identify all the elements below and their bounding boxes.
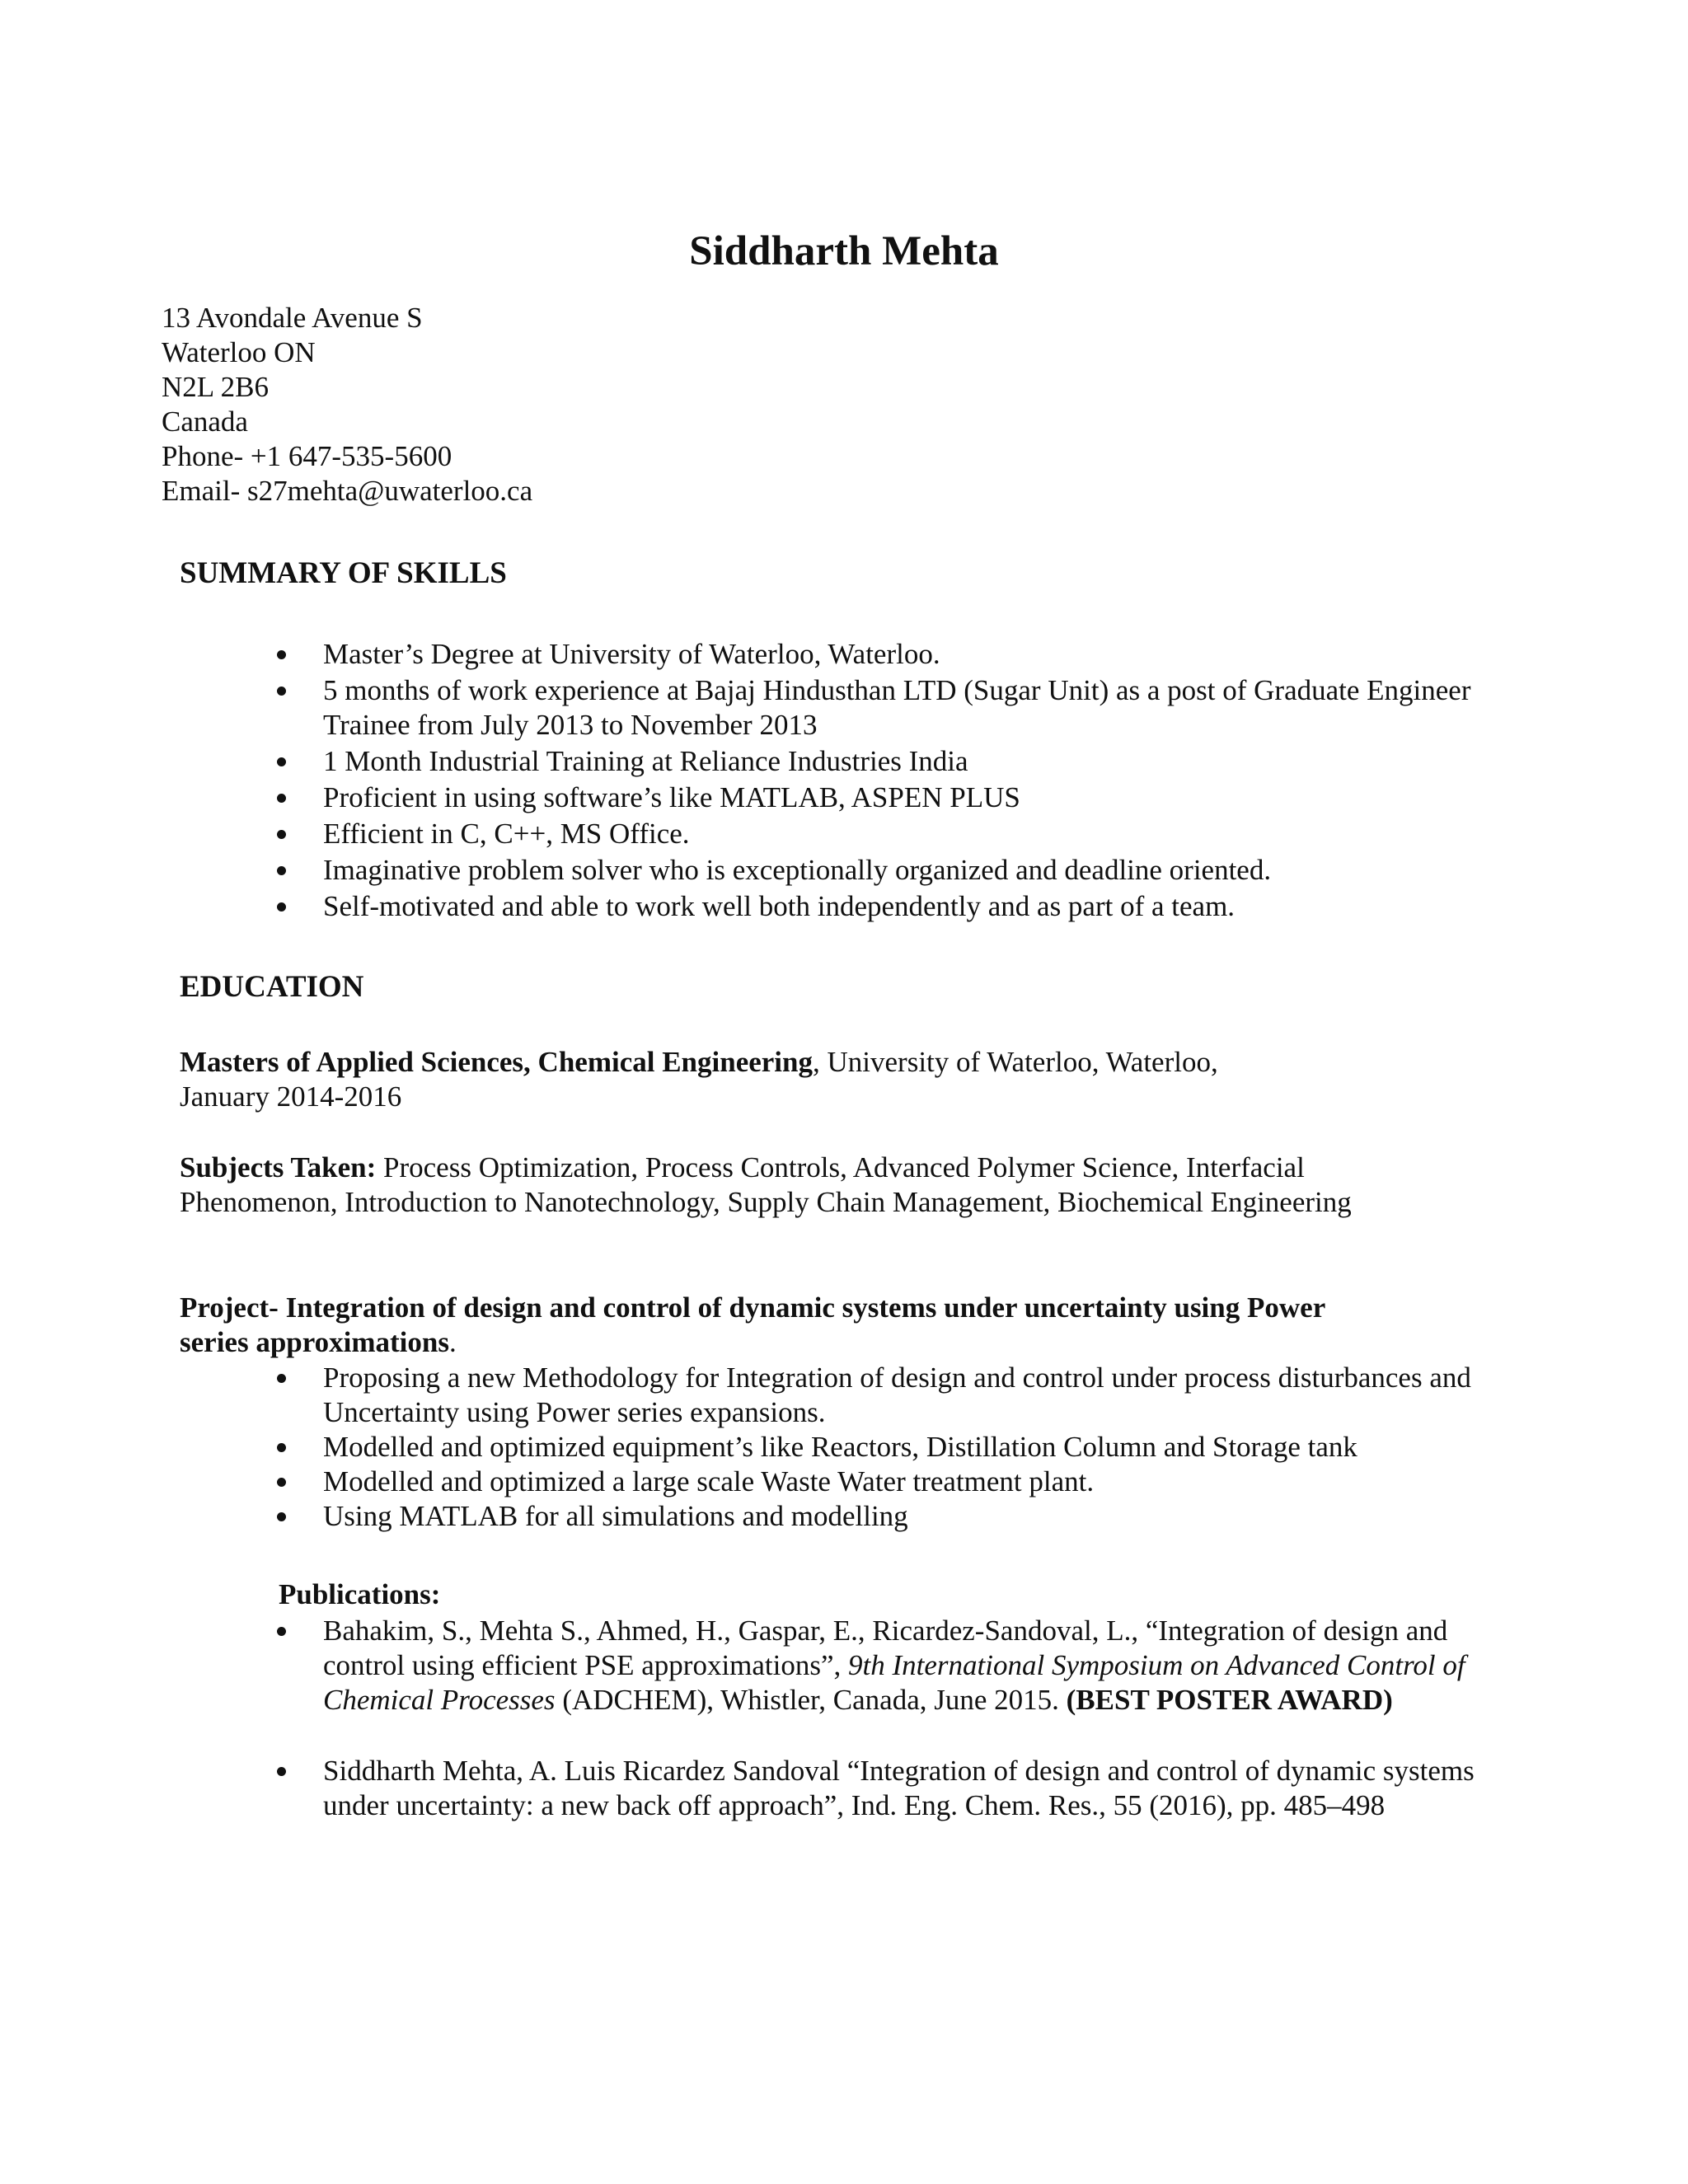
subjects-text: Process Optimization, Process Controls, Advanced Polymer Science, Interfacial Phenomenon, Introduction to Nanotechnology, Supply Chain Management, Biochemical Engineering bbox=[180, 1151, 1352, 1218]
education-heading: EDUCATION bbox=[180, 970, 364, 1004]
bullet-icon bbox=[277, 902, 286, 912]
subjects-paragraph bbox=[180, 1151, 1383, 1220]
bullet-icon bbox=[277, 866, 286, 875]
bullet-icon bbox=[277, 1512, 286, 1521]
degree-dates: January 2014-2016 bbox=[180, 1080, 402, 1113]
list-item bbox=[323, 1614, 1510, 1718]
bullet-icon bbox=[277, 650, 286, 659]
degree-title: Masters of Applied Sciences, Chemical Engineering bbox=[180, 1046, 814, 1078]
list-item: Efficient in C, C++, MS Office. bbox=[323, 817, 1510, 851]
list-item: Self-motivated and able to work well both independently and as part of a team. bbox=[323, 889, 1510, 924]
degree-institution: , University of Waterloo, Waterloo, bbox=[813, 1046, 1218, 1078]
project-title: Project- Integration of design and control of dynamic systems under uncertainty using Power series approximations. bbox=[180, 1291, 1325, 1358]
contact-street: 13 Avondale Avenue S bbox=[162, 302, 423, 334]
list-item: Proficient in using software’s like MATLAB, ASPEN PLUS bbox=[323, 780, 1510, 815]
publications-list-2 bbox=[323, 1754, 1502, 1823]
pub1-venue: 9th International Symposium on Advanced Control of Chemical Processes bbox=[323, 1649, 1465, 1716]
publications-heading: Publications: bbox=[279, 1578, 441, 1610]
bullet-icon bbox=[277, 1374, 286, 1383]
skills-heading: SUMMARY OF SKILLS bbox=[180, 556, 507, 590]
project-list bbox=[323, 1361, 1518, 1534]
degree-line bbox=[180, 1045, 1367, 1114]
list-item: 1 Month Industrial Training at Reliance Industries India bbox=[323, 744, 1510, 779]
contact-email: Email- s27mehta@uwaterloo.ca bbox=[162, 475, 533, 507]
publications-list bbox=[323, 1614, 1510, 1718]
bullet-icon bbox=[277, 687, 286, 696]
bullet-icon bbox=[277, 1478, 286, 1487]
list-item: Modelled and optimized equipment’s like Reactors, Distillation Column and Storage tank bbox=[323, 1430, 1518, 1465]
contact-country: Canada bbox=[162, 405, 248, 438]
subjects-label: Subjects Taken: bbox=[180, 1151, 377, 1183]
contact-city: Waterloo ON bbox=[162, 336, 316, 368]
list-item: 5 months of work experience at Bajaj Hindusthan LTD (Sugar Unit) as a post of Graduate Engineer Trainee from July 2013 to November 2013 bbox=[323, 673, 1510, 743]
list-item: Master’s Degree at University of Waterloo, Waterloo. bbox=[323, 637, 1510, 672]
candidate-name: Siddharth Mehta bbox=[689, 228, 999, 274]
bullet-icon bbox=[277, 830, 286, 839]
bullet-icon bbox=[277, 794, 286, 803]
list-item: Modelled and optimized a large scale Waste Water treatment plant. bbox=[323, 1465, 1518, 1499]
list-item: Using MATLAB for all simulations and modelling bbox=[323, 1499, 1518, 1534]
bullet-icon bbox=[277, 757, 286, 766]
pub2-text: Siddharth Mehta, A. Luis Ricardez Sandoval “Integration of design and control of dynamic systems under uncertainty: a new back off approach”, Ind. Eng. Chem. Res., 55 (2016), pp. 485–498 bbox=[323, 1755, 1475, 1821]
pub1-authors: Bahakim, S., Mehta S., Ahmed, H., Gaspar, E., Ricardez-Sandoval, L., “Integration of design and control using efficient PSE approximations”, bbox=[323, 1615, 1448, 1681]
contact-phone: Phone- +1 647-535-5600 bbox=[162, 440, 452, 472]
contact-postal: N2L 2B6 bbox=[162, 371, 269, 403]
list-item: Proposing a new Methodology for Integration of design and control under process disturbances and Uncertainty using Power series expansions. bbox=[323, 1361, 1518, 1430]
bullet-icon bbox=[277, 1627, 286, 1636]
list-item: Imaginative problem solver who is exceptionally organized and deadline oriented. bbox=[323, 853, 1510, 888]
bullet-icon bbox=[277, 1443, 286, 1452]
bullet-icon bbox=[277, 1767, 286, 1776]
pub1-award: (BEST POSTER AWARD) bbox=[1066, 1684, 1393, 1716]
skills-list bbox=[323, 637, 1510, 926]
pub1-rest: (ADCHEM), Whistler, Canada, June 2015. bbox=[555, 1684, 1067, 1716]
contact-block bbox=[162, 301, 532, 509]
list-item bbox=[323, 1754, 1502, 1823]
